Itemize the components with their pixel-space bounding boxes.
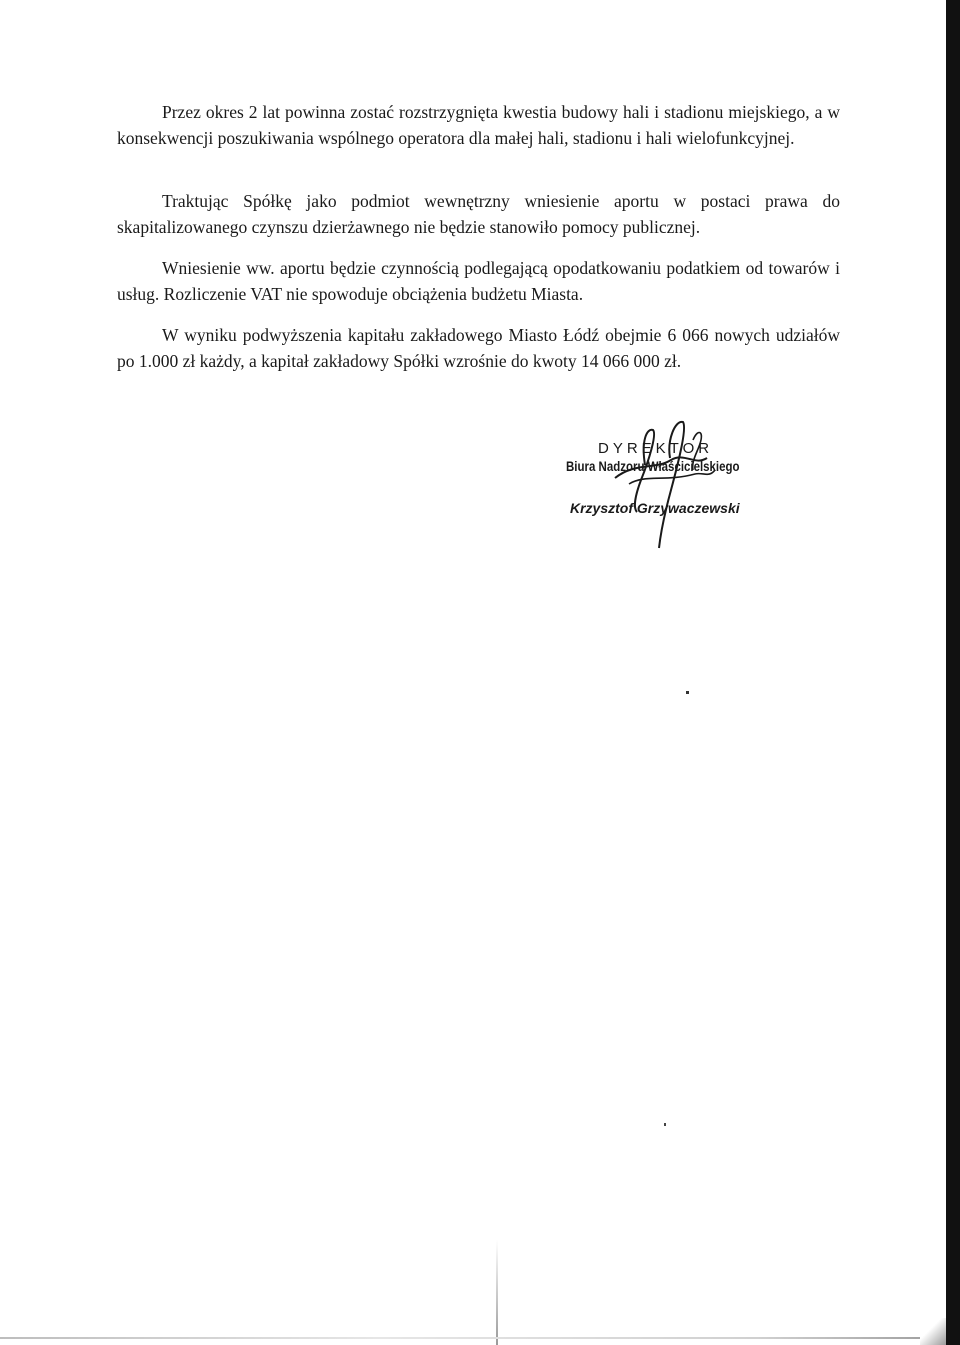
stamp-office: Biura Nadzoru Właścicielskiego — [566, 458, 740, 474]
scan-fold-line — [496, 1240, 498, 1345]
paragraph-4: W wyniku podwyższenia kapitału zakładowego Miasto Łódź obejmie 6 066 nowych udziałów po 1.000 zł każdy, a kapitał zakładowy Spółki wzrośnie do kwoty 14 066 000 zł. — [117, 325, 840, 371]
scan-speck — [664, 1123, 666, 1126]
handwritten-signature — [575, 400, 745, 560]
scan-corner-shadow — [920, 1318, 946, 1345]
stamp-name: Krzysztof Grzywaczewski — [570, 500, 740, 516]
paragraph-2: Traktując Spółkę jako podmiot wewnętrzny wniesienie aportu w postaci prawa do skapitalizowanego czynszu dzierżawnego nie będzie stanowiło pomocy publicznej. — [117, 191, 840, 237]
stamp-title: DYREKTOR — [598, 440, 714, 457]
scan-right-border — [946, 0, 960, 1345]
scan-bottom-edge — [0, 1337, 946, 1339]
paragraph-1: Przez okres 2 lat powinna zostać rozstrzygnięta kwestia budowy hali i stadionu miejskiego, a w konsekwencji poszukiwania wspólnego operatora dla małej hali, stadionu i hali wielofunkcyjnej. — [117, 102, 840, 148]
paragraph-3: Wniesienie ww. aportu będzie czynnością podlegającą opodatkowaniu podatkiem od towarów i usług. Rozliczenie VAT nie spowoduje obciążenia budżetu Miasta. — [117, 258, 840, 304]
scan-speck — [686, 691, 689, 694]
